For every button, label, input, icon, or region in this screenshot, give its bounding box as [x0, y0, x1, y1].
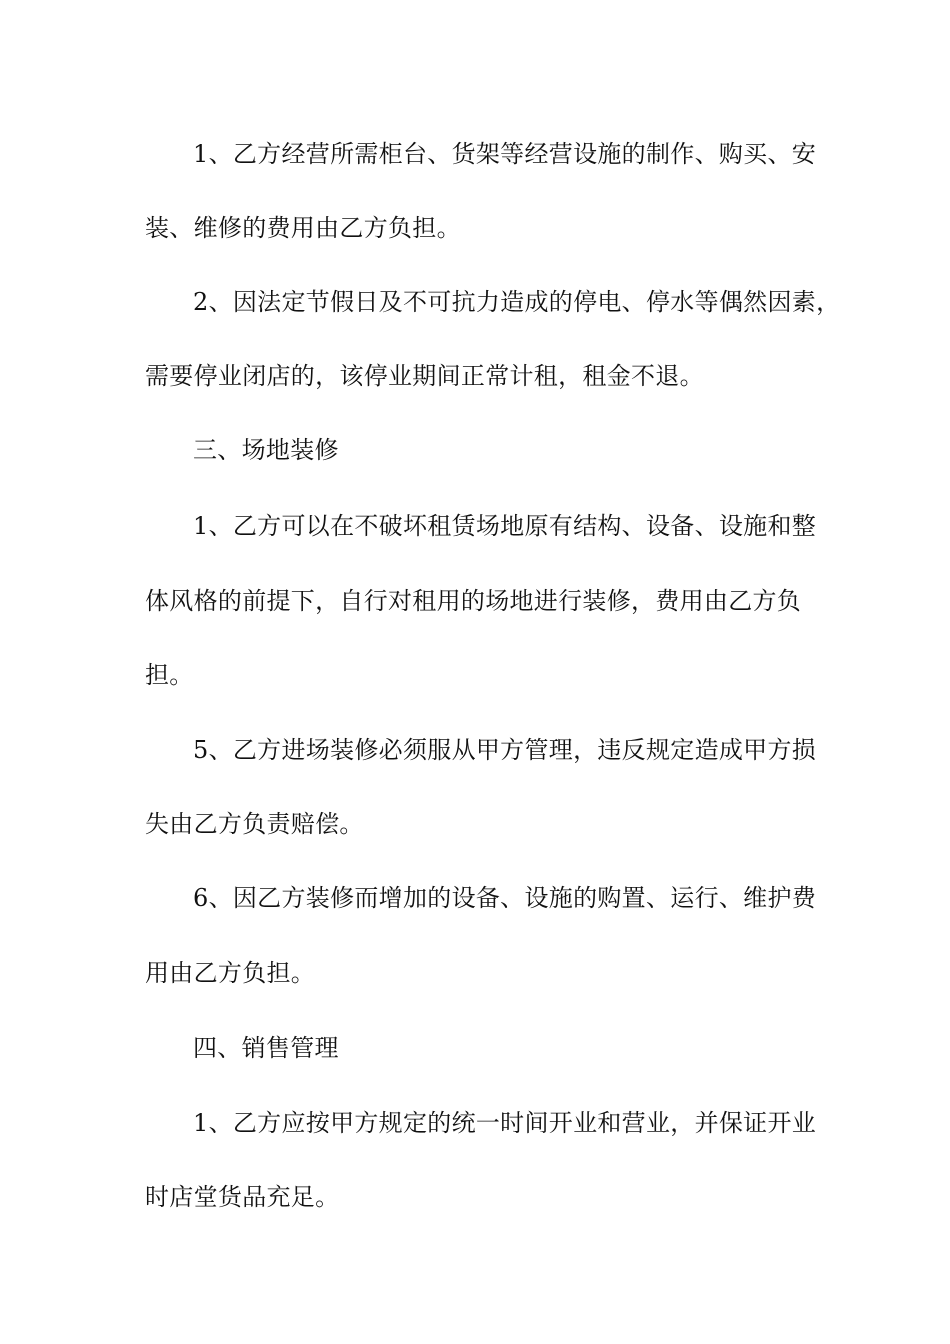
paragraph-line: 用由乙方负担。 [145, 959, 316, 987]
paragraph-line: 时店堂货品充足。 [145, 1183, 340, 1211]
paragraph-line: 体风格的前提下，自行对租用的场地进行装修，费用由乙方负 [145, 587, 802, 615]
paragraph-line: 6、因乙方装修而增加的设备、设施的购置、运行、维护费 [193, 884, 817, 912]
paragraph-line: 担。 [145, 661, 194, 689]
paragraph-line: 需要停业闭店的，该停业期间正常计租，租金不退。 [145, 362, 704, 390]
paragraph-line: 1、乙方应按甲方规定的统一时间开业和营业，并保证开业 [193, 1109, 817, 1137]
paragraph-line: 装、维修的费用由乙方负担。 [145, 214, 461, 242]
paragraph-line: 5、乙方进场装修必须服从甲方管理，违反规定造成甲方损 [193, 736, 817, 764]
section-heading: 三、场地装修 [193, 436, 339, 464]
paragraph-line: 2、因法定节假日及不可抗力造成的停电、停水等偶然因素， [193, 288, 841, 316]
paragraph-line: 1、乙方经营所需柜台、货架等经营设施的制作、购买、安 [193, 140, 817, 168]
paragraph-line: 1、乙方可以在不破坏租赁场地原有结构、设备、设施和整 [193, 512, 817, 540]
section-heading: 四、销售管理 [193, 1034, 339, 1062]
paragraph-line: 失由乙方负责赔偿。 [145, 810, 364, 838]
